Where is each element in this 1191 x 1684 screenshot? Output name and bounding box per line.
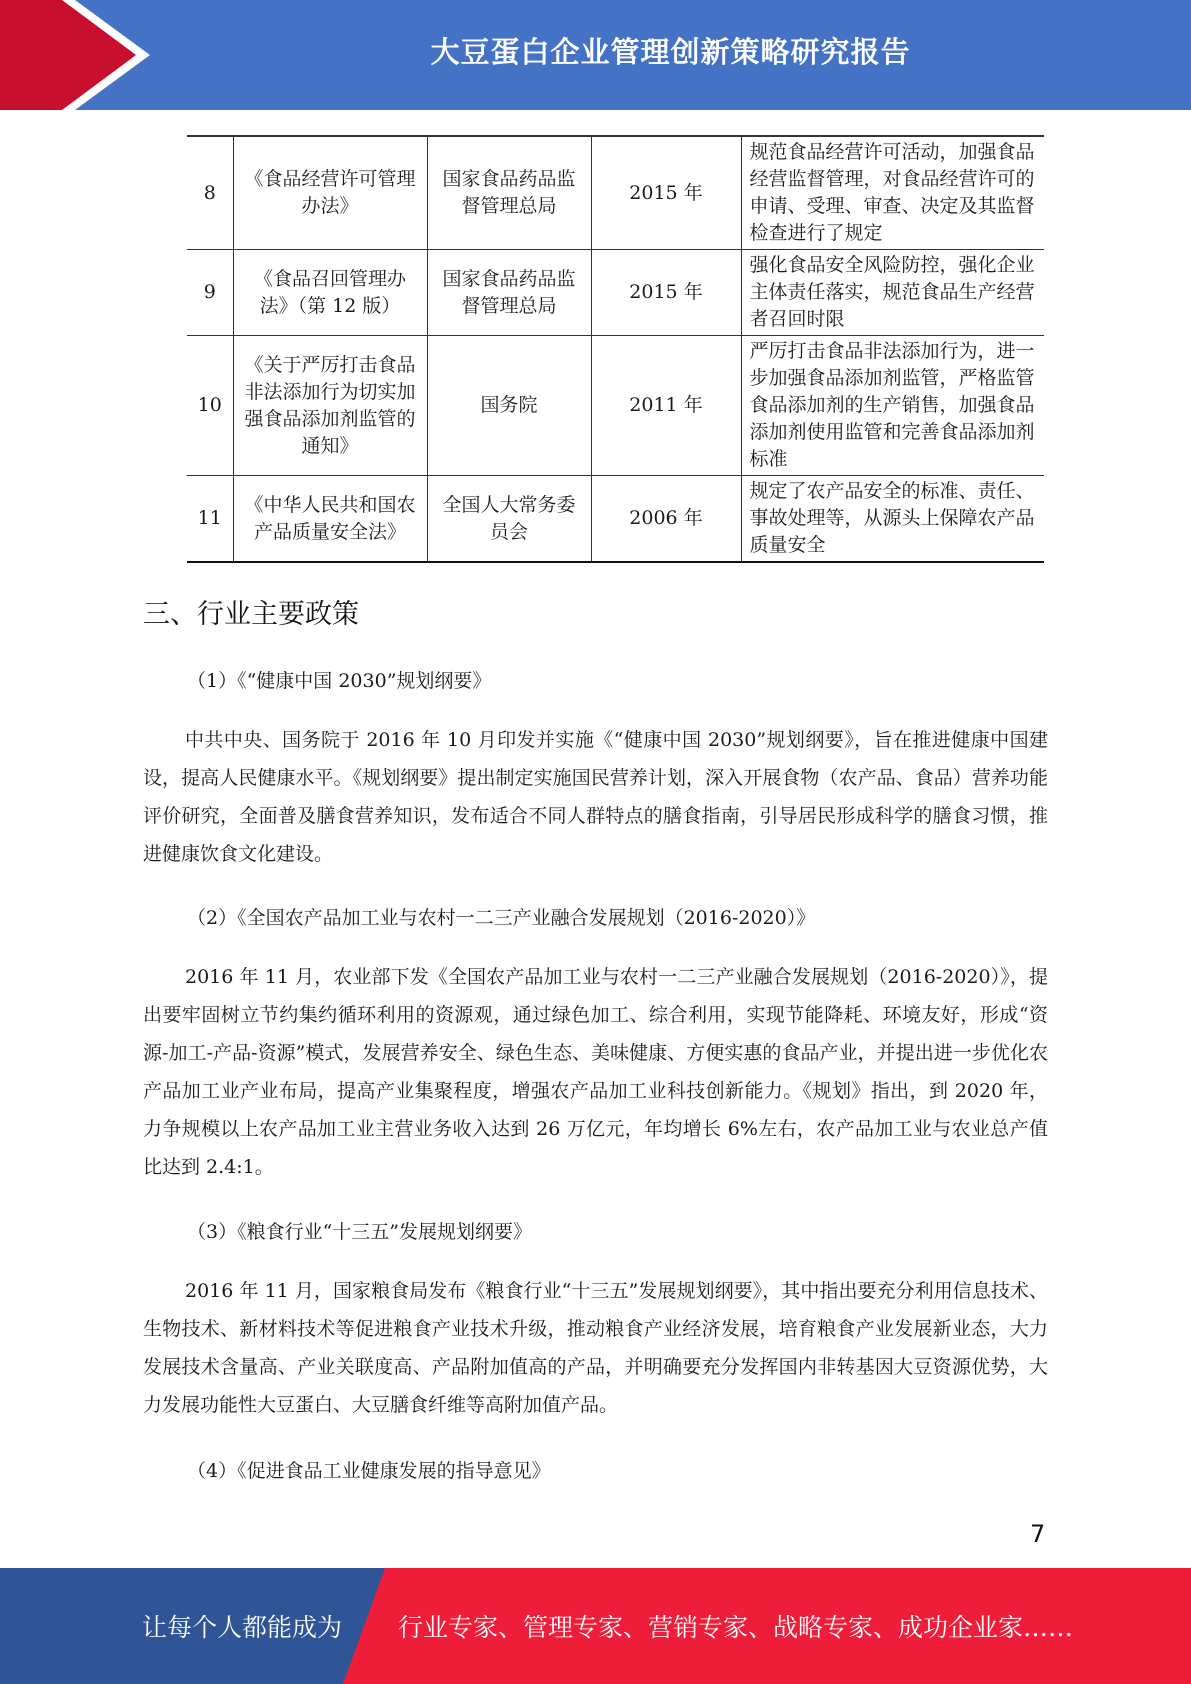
regulation-description: 严厉打击食品非法添加行为，进一步加强食品添加剂监管，严格监管食品添加剂的生产销售，加强食品添加剂使用监管和完善食品添加剂标准 — [741, 336, 1044, 476]
regulations-table — [187, 135, 1044, 563]
regulation-name: 《食品召回管理办法》（第 12 版） — [233, 250, 427, 336]
page-header — [0, 0, 1191, 110]
regulation-description: 规范食品经营许可活动，加强食品经营监督管理，对食品经营许可的申请、受理、审查、决定及其监督检查进行了规定 — [741, 136, 1044, 250]
issue-year: 2011 年 — [591, 336, 741, 476]
footer-slogan-right: 行业专家、管理专家、营销专家、战略专家、成功企业家…… — [398, 1613, 1074, 1642]
issuing-authority: 国家食品药品监督管理总局 — [427, 250, 591, 336]
footer-slogan-left: 让每个人都能成为 — [142, 1613, 343, 1642]
issue-year: 2015 年 — [591, 250, 741, 336]
table-row — [187, 250, 1044, 336]
policy-title-2: （2）《全国农产品加工业与农村一二三产业融合发展规划（2016-2020）》 — [187, 907, 816, 929]
policy-title-4: （4）《促进食品工业健康发展的指导意见》 — [187, 1460, 551, 1482]
page-number: 7 — [1030, 1520, 1046, 1548]
issuing-authority: 国务院 — [427, 336, 591, 476]
table-row — [187, 336, 1044, 476]
row-index: 10 — [187, 336, 233, 476]
table-row — [187, 136, 1044, 250]
policy-title-3: （3）《粮食行业“十三五”发展规划纲要》 — [187, 1221, 533, 1243]
report-title: 大豆蛋白企业管理创新策略研究报告 — [430, 34, 911, 69]
issue-year: 2015 年 — [591, 136, 741, 250]
issuing-authority: 全国人大常务委员会 — [427, 476, 591, 563]
issuing-authority: 国家食品药品监督管理总局 — [427, 136, 591, 250]
policy-body-2: 2016 年 11 月，农业部下发《全国农产品加工业与农村一二三产业融合发展规划（2016-2020）》，提出要牢固树立节约集约循环利用的资源观，通过绿色加工、综合利用，实现节能降耗、环境友好，形成“资源-加工-产品-资源”模式，发展营养安全、绿色生态、美味健康、方便实惠的食品产业，并提出进一步优化农产品加工业产业布局，提高产业集聚程度，增强农产品加工业科技创新能力。《规划》指出，到 2020 年，力争规模以上农产品加工业主营业务收入达到 26 万亿元，年均增长 6%左右，农产品加工业与农业总产值比达到 2.4:1。 — [143, 966, 1048, 1178]
regulation-name: 《食品经营许可管理办法》 — [233, 136, 427, 250]
row-index: 9 — [187, 250, 233, 336]
regulation-name: 《中华人民共和国农产品质量安全法》 — [233, 476, 427, 563]
regulation-name: 《关于严厉打击食品非法添加行为切实加强食品添加剂监管的通知》 — [233, 336, 427, 476]
policy-body-1: 中共中央、国务院于 2016 年 10 月印发并实施《“健康中国 2030”规划纲要》，旨在推进健康中国建设，提高人民健康水平。《规划纲要》提出制定实施国民营养计划，深入开展食物（农产品、食品）营养功能评价研究，全面普及膳食营养知识，发布适合不同人群特点的膳食指南，引导居民形成科学的膳食习惯，推进健康饮食文化建设。 — [143, 729, 1048, 865]
regulation-description: 强化食品安全风险防控，强化企业主体责任落实，规范食品生产经营者召回时限 — [741, 250, 1044, 336]
page-footer — [0, 1568, 1191, 1684]
section-heading: 三、行业主要政策 — [143, 599, 359, 630]
regulation-description: 规定了农产品安全的标准、责任、事故处理等，从源头上保障农产品质量安全 — [741, 476, 1044, 563]
row-index: 8 — [187, 136, 233, 250]
policy-title-1: （1）《“健康中国 2030”规划纲要》 — [187, 670, 492, 692]
issue-year: 2006 年 — [591, 476, 741, 563]
table-row — [187, 476, 1044, 563]
policy-body-3: 2016 年 11 月，国家粮食局发布《粮食行业“十三五”发展规划纲要》，其中指出要充分利用信息技术、生物技术、新材料技术等促进粮食产业技术升级，推动粮食产业经济发展，培育粮食产业发展新业态，大力发展技术含量高、产业关联度高、产品附加值高的产品，并明确要充分发挥国内非转基因大豆资源优势，大力发展功能性大豆蛋白、大豆膳食纤维等高附加值产品。 — [143, 1280, 1048, 1416]
row-index: 11 — [187, 476, 233, 563]
